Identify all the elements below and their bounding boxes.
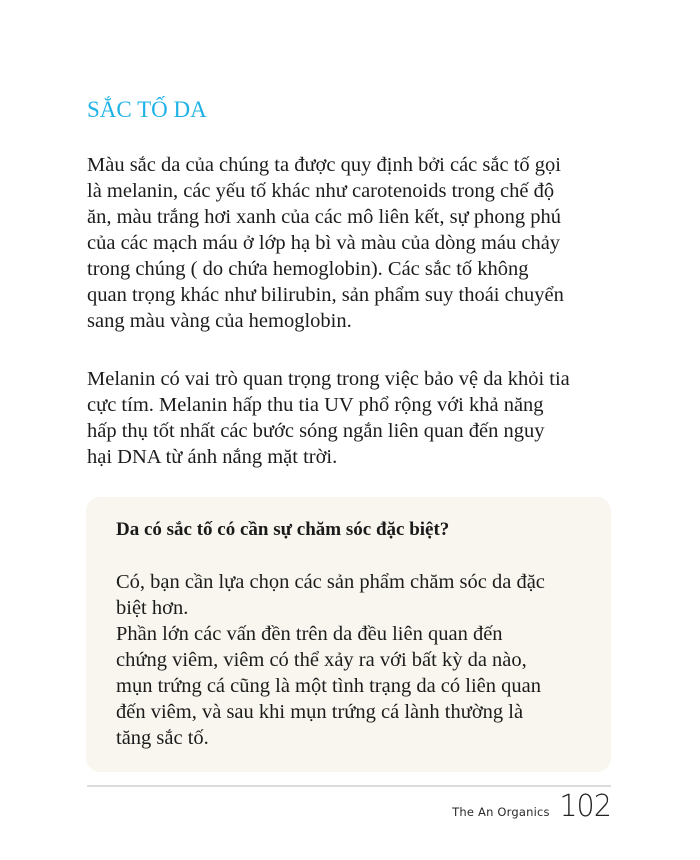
paragraph-line: hại DNA từ ánh nắng mặt trời. bbox=[87, 446, 338, 468]
footer-divider bbox=[87, 785, 611, 787]
callout-box bbox=[86, 497, 611, 772]
callout-line: tăng sắc tố. bbox=[116, 727, 209, 749]
paragraph-line: ăn, màu trắng hơi xanh của các mô liên kết, sự phong phú bbox=[87, 206, 561, 228]
paragraph-melanin bbox=[87, 366, 627, 470]
paragraph-line: là melanin, các yếu tố khác như carotenoids trong chế độ bbox=[87, 180, 555, 202]
paragraph-line: sang màu vàng của hemoglobin. bbox=[87, 310, 352, 332]
paragraph-line: quan trọng khác như bilirubin, sản phẩm suy thoái chuyển bbox=[87, 284, 564, 306]
callout-line: chứng viêm, viêm có thể xảy ra với bất kỳ da nào, bbox=[116, 649, 527, 671]
paragraph-line: Màu sắc da của chúng ta được quy định bởi các sắc tố gọi bbox=[87, 154, 561, 176]
callout-line: biệt hơn. bbox=[116, 597, 189, 619]
callout-line: đến viêm, và sau khi mụn trứng cá lành thường là bbox=[116, 701, 524, 723]
paragraph-skin-color bbox=[87, 152, 627, 334]
paragraph-line: của các mạch máu ở lớp hạ bì và màu của dòng máu chảy bbox=[87, 232, 561, 254]
callout-line: Có, bạn cần lựa chọn các sản phẩm chăm sóc da đặc bbox=[116, 571, 545, 593]
paragraph-line: Melanin có vai trò quan trọng trong việc bảo vệ da khỏi tia bbox=[87, 368, 570, 390]
callout-title: Da có sắc tố có cần sự chăm sóc đặc biệt? bbox=[116, 519, 450, 540]
callout-line: Phần lớn các vấn đền trên da đều liên quan đến bbox=[116, 623, 503, 645]
section-heading: SẮC TỐ DA bbox=[87, 97, 207, 122]
paragraph-line: cực tím. Melanin hấp thu tia UV phổ rộng với khả năng bbox=[87, 394, 544, 416]
brand-name: The An Organics bbox=[452, 805, 550, 819]
page-number: 102 bbox=[559, 789, 611, 824]
callout-body bbox=[116, 569, 545, 751]
paragraph-line: trong chúng ( do chứa hemoglobin). Các sắc tố không bbox=[87, 258, 529, 280]
page-footer bbox=[452, 790, 612, 824]
paragraph-line: hấp thụ tốt nhất các bước sóng ngắn liên quan đến nguy bbox=[87, 420, 545, 442]
callout-line: mụn trứng cá cũng là một tình trạng da có liên quan bbox=[116, 675, 541, 697]
